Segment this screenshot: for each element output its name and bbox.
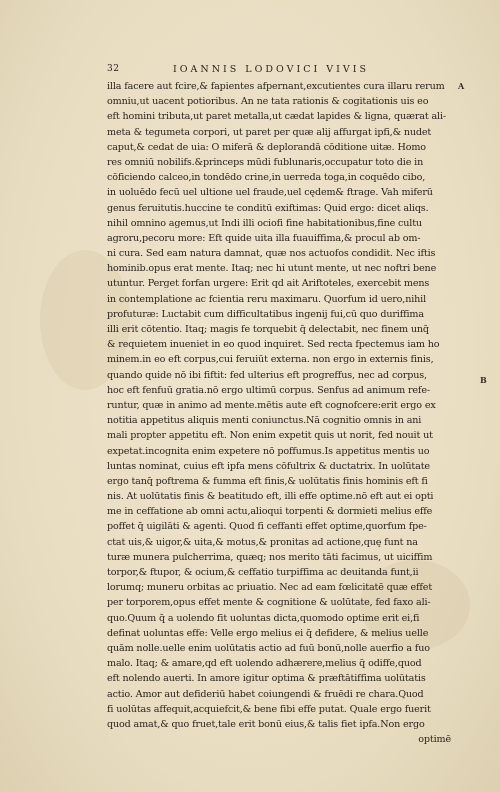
text-line: in uoluēdo fecū uel ultione uel fraude,uel cędem& ftrage. Vah miferū (107, 187, 433, 199)
text-line: eft nolendo auerti. In amore igitur optima & præftātiffima uolūtatis (107, 673, 426, 685)
text-line: luntas nominat, cuius eft ipfa mens cōfultrix & ductatrix. In uolūtate (107, 460, 430, 472)
text-line: caput,& cedat de uia: O miferā & deplorandā cōditione uitæ. Homo (107, 141, 426, 153)
text-line: ctat uis,& uigor,& uita,& motus,& pronitas ad actione,quę funt na (107, 536, 418, 548)
body-text (107, 79, 453, 747)
text-line: turæ munera pulcherrima, quæq; nos merito tāti facimus, ut uiciffim (107, 551, 433, 563)
text-line: profuturæ: Luctabit cum difficultatibus ingenij fui,cū quo duriffima (107, 308, 424, 320)
text-line: genus feruitutis.huccine te conditū exiftimas: Quid ergo: dicet aliqs. (107, 202, 429, 214)
text-line: notitia appetitus aliquis menti coniunctus.Nā cognitio omnis in ani (107, 415, 422, 427)
text-line: per torporem,opus effet mente & cognitione & uolūtate, fed faxo ali- (107, 597, 431, 609)
text-line: quām nolle.uelle enim uolūtatis actio ad fuū bonū,nolle auerfio a fuo (107, 642, 430, 654)
text-line: malo. Itaq; & amare,qd eft uolendo adhærere,melius q̄ odiffe,quod (107, 658, 422, 670)
text-line: illi erit cōtentio. Itaq; magis fe torquebit q̄ delectabit, nec finem unq̄ (107, 324, 429, 335)
text-line: quando quide nō ibi fiftit: fed ulterius eft progreffus, nec ad corpus, (107, 369, 427, 381)
margin-mark-a: A (458, 81, 465, 91)
text-line: minem.in eo eft corpus,cui feruiūt externa. non ergo in externis finis, (107, 354, 434, 366)
page-number: 32 (107, 64, 120, 74)
text-line: & requietem inueniet in eo quod inquiret. Sed recta fpectemus iam ho (107, 339, 440, 351)
text-line: nihil omnino agemus,ut Indi illi ociofi fine habitationibus,fine cultu (107, 217, 422, 229)
text-line: hominib.opus erat mente. Itaq; nec hi utunt mente, ut nec noftri bene (107, 263, 437, 275)
text-line: actio. Amor aut defideriū habet coiungendi & fruēdi re chara.Quod (107, 688, 424, 700)
text-line: eft homini tributa,ut paret metalla,ut cædat lapides & ligna, quærat ali- (107, 111, 446, 123)
text-line: quod amat,& quo fruet,tale erit bonū eius,& talis fiet ipfa.Non ergo (107, 718, 425, 730)
text-line: quo.Quum q̄ a uolendo fit uoluntas dicta,quomodo optime erit ei,fi (107, 612, 420, 624)
text-line: optimē (418, 734, 451, 746)
text-line: illa facere aut fcire,& fapientes afpernant,excutientes cura illaru rerum (107, 81, 445, 92)
margin-mark-b: B (480, 375, 487, 385)
text-line: ni cura. Sed eam natura damnat, quæ nos actuofos condidit. Nec iftis (107, 248, 436, 260)
text-line: ergo tanq̄ poftrema & fumma eft finis,& uolūtatis finis hominis eft fi (107, 475, 428, 487)
text-line: meta & tegumeta corpori, ut paret per quæ alij affurgat ipfi,& nudet (107, 126, 432, 138)
text-line: hoc eft fenfuū gratia.nō ergo ultimū corpus. Senfus ad animum refe- (107, 384, 430, 396)
text-line: fi uolūtas affequit,acquiefcit,& bene fibi effe putat. Quale ergo fuerit (107, 703, 431, 715)
text-line: res omniū nobilifs.&princeps mūdi fublunaris,occupatur toto die in (107, 156, 424, 168)
text-line: mali propter appetitu eft. Non enim expetit quis ut norit, fed nouit ut (107, 430, 433, 442)
text-line: definat uoluntas effe: Velle ergo melius ei q̄ defidere, & melius uelle (107, 627, 429, 639)
text-line: poffet q̄ uigilāti & agenti. Quod fi ceffanti effet optime,quorfum fpe- (107, 521, 427, 533)
text-line: me in ceffatione ab omni actu,alioqui torpenti & dormieti melius effe (107, 506, 433, 518)
text-line: in contemplatione ac fcientia reru maximaru. Quorfum id uero,nihil (107, 293, 427, 305)
page-header (0, 64, 500, 78)
text-line: expetat.incognita enim expetere nō poffumus.Is appetitus mentis uo (107, 445, 430, 457)
text-line: agroru,pecoru more: Eft quide uita illa fuauiffima,& procul ab om- (107, 232, 421, 244)
text-line: omniu,ut uacent potioribus. An ne tata rationis & cogitationis uis eo (107, 96, 429, 108)
text-line: nis. At uolūtatis finis & beatitudo eft, illi effe optime.nō eft aut ei opti (107, 491, 434, 503)
running-head: IOANNIS LODOVICI VIVIS (173, 64, 370, 75)
text-line: runtur, quæ in animo ad mente.mētis aute eft cognofcere:erit ergo ex (107, 399, 436, 411)
text-line: torpor,& ftupor, & ocium,& ceffatio turpiffima ac deuitanda funt,ii (107, 567, 419, 578)
text-line: lorumq; muneru orbitas ac priuatio. Nec ad eam fœlicitatē quæ effet (107, 582, 433, 594)
text-line: cōficiendo calceo,in tondēdo crine,in uerreda toga,in coquēdo cibo, (107, 172, 426, 184)
text-line: utuntur. Perget forfan urgere: Erit qd ait Ariftoteles, exercebit mens (107, 278, 430, 290)
